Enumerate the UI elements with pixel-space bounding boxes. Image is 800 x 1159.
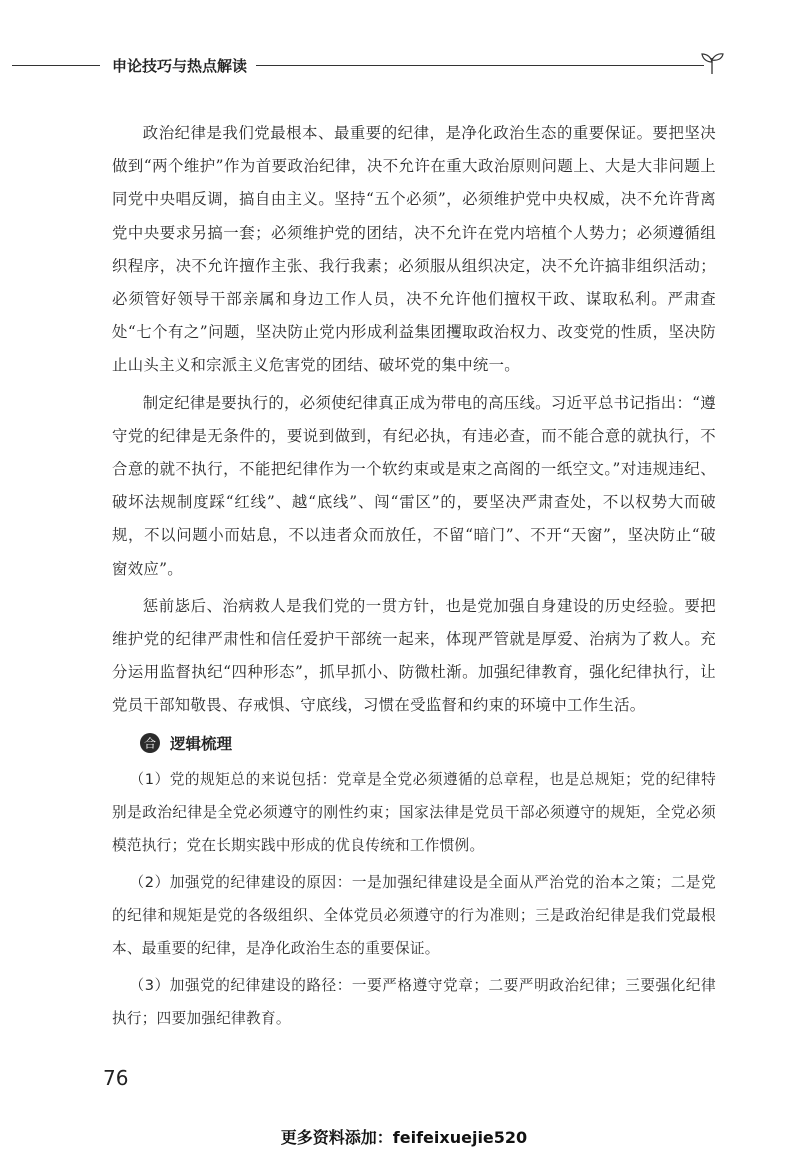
body-paragraph: 制定纪律是要执行的，必须使纪律真正成为带电的高压线。习近平总书记指出：“遵守党的纪律是无条件的，要说到做到，有纪必执，有违必查，而不能合意的就执行，不合意的就不执行，不能把纪律作为一个软约束或是束之高阁的一纸空文。”对违规违纪、破坏法规制度踩“红线”、越“底线”、闯“雷区”的，要坚决严肃查处，不以权势大而破规，不以问题小而姑息，不以违者众而放任，不留“暗门”、不开“天窗”，坚决防止“破窗效应”。 (112, 393, 716, 578)
header-rule-right (256, 65, 704, 66)
running-header (0, 48, 800, 76)
footer-note: 更多资料添加：feifeixuejie520 (280, 1128, 528, 1147)
page-content (112, 117, 716, 1035)
logic-item: （3）加强党的纪律建设的路径：一要严格遵守党章；二要严明政治纪律；三要强化纪律执行；四要加强纪律教育。 (112, 976, 716, 1027)
logic-item: （2）加强党的纪律建设的原因：一是加强纪律建设是全面从严治党的治本之策；二是党的纪律和规矩是党的各级组织、全体党员必须遵守的行为准则；三是政治纪律是我们党最根本、最重要的纪律，是净化政治生态的重要保证。 (112, 873, 716, 957)
body-paragraph: 惩前毖后、治病救人是我们党的一贯方针，也是党加强自身建设的历史经验。要把维护党的纪律严肃性和信任爱护干部统一起来，体现严管就是厚爱、治病为了救人。充分运用监督执纪“四种形态”，抓早抓小、防微杜渐。加强纪律教育，强化纪律执行，让党员干部知敬畏、存戒惧、守底线，习惯在受监督和约束的环境中工作生活。 (112, 596, 716, 715)
he-glyph-icon (140, 733, 160, 753)
section-badge-icon (140, 733, 160, 753)
logic-section-heading (140, 727, 716, 759)
logic-item: （1）党的规矩总的来说包括：党章是全党必须遵循的总章程，也是总规矩；党的纪律特别是政治纪律是全党必须遵守的刚性约束；国家法律是党员干部必须遵守的规矩，全党必须模范执行；党在长期实践中形成的优良传统和工作惯例。 (112, 770, 716, 854)
body-paragraph: 政治纪律是我们党最根本、最重要的纪律，是净化政治生态的重要保证。要把坚决做到“两个维护”作为首要政治纪律，决不允许在重大政治原则问题上、大是大非问题上同党中央唱反调，搞自由主义。坚持“五个必须”，必须维护党中央权威，决不允许背离党中央要求另搞一套；必须维护党的团结，决不允许在党内培植个人势力；必须遵循组织程序，决不允许擅作主张、我行我素；必须服从组织决定，决不允许搞非组织活动；必须管好领导干部亲属和身边工作人员，决不允许他们擅权干政、谋取私利。严肃查处“七个有之”问题，坚决防止党内形成利益集团攫取政治权力、改变党的性质，坚决防止山头主义和宗派主义危害党的团结、破坏党的集中统一。 (112, 124, 716, 375)
sprout-icon (698, 48, 726, 76)
page-number: 76 (103, 1066, 129, 1090)
svg-text:合: 合 (143, 736, 157, 751)
header-rule-left (12, 65, 100, 66)
book-title: 申论技巧与热点解读 (112, 57, 248, 75)
section-title: 逻辑梳理 (170, 734, 233, 753)
